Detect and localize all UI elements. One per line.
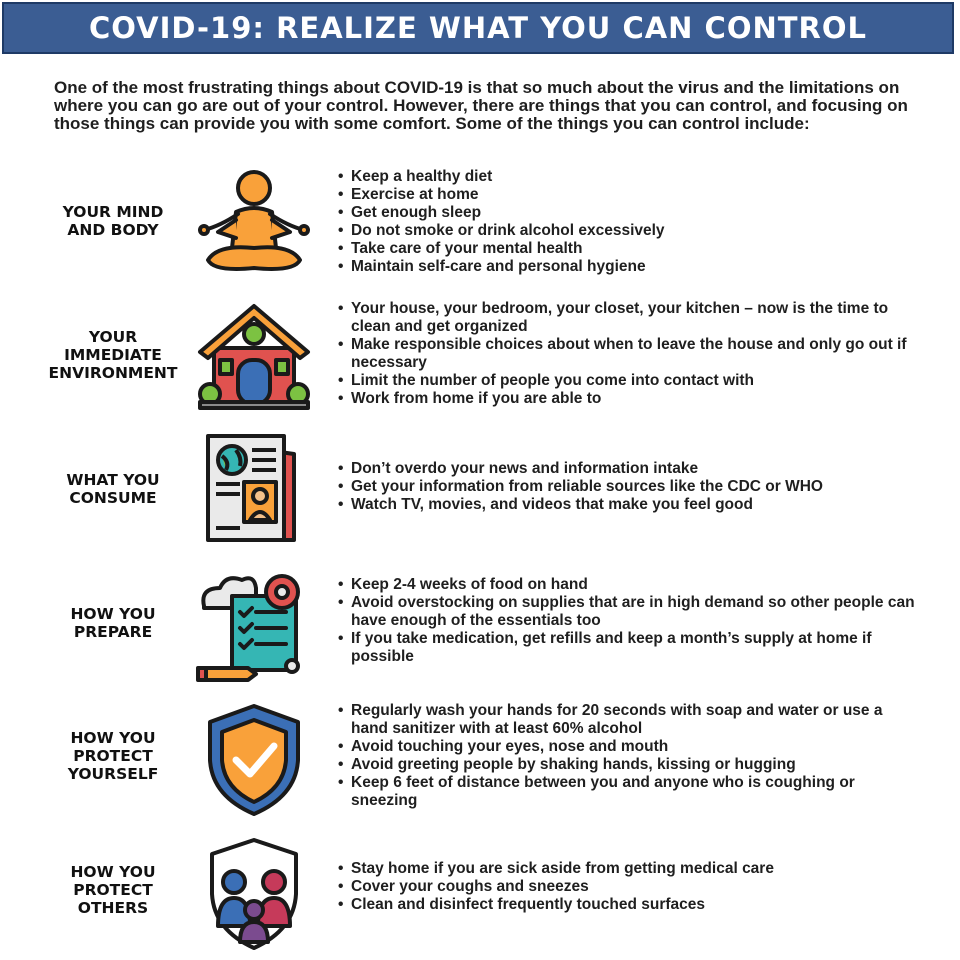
tips-list xyxy=(336,460,916,514)
shield-check-icon xyxy=(196,702,312,818)
family-shield-icon xyxy=(196,836,312,952)
list-item: • Get your information from reliable sources like the CDC or WHO xyxy=(336,478,916,496)
tips-list xyxy=(336,168,916,276)
list-item: • Maintain self-care and personal hygiene xyxy=(336,258,916,276)
list-item: • Take care of your mental health xyxy=(336,240,916,258)
section-consume xyxy=(0,430,960,550)
tips-list xyxy=(336,576,916,666)
meditation-icon xyxy=(196,164,312,280)
section-label: HOW YOU PREPARE xyxy=(70,605,156,641)
list-item: • Keep 6 feet of distance between you and anyone who is coughing or sneezing xyxy=(336,774,916,810)
list-item: • Work from home if you are able to xyxy=(336,390,916,408)
section-environment xyxy=(0,296,960,416)
list-item: • Do not smoke or drink alcohol excessively xyxy=(336,222,916,240)
list-item: • If you take medication, get refills and keep a month’s supply at home if possible xyxy=(336,630,916,666)
list-item: • Your house, your bedroom, your closet, your kitchen – now is the time to clean and get organized xyxy=(336,300,916,336)
section-label: YOUR IMMEDIATE ENVIRONMENT xyxy=(48,328,178,382)
section-protect-yourself xyxy=(0,700,960,820)
section-mind-body xyxy=(0,162,960,282)
intro-paragraph: One of the most frustrating things about COVID-19 is that so much about the virus and the limitations on where you can go are out of your control. However, there are things that you can control, and focusing on those things can provide you with some comfort. Some of the things you can control include: xyxy=(54,78,908,133)
list-item: • Regularly wash your hands for 20 seconds with soap and water or use a hand sanitizer with at least 60% alcohol xyxy=(336,702,916,738)
section-label: WHAT YOU CONSUME xyxy=(66,471,160,507)
tips-list xyxy=(336,702,916,810)
section-label: HOW YOU PROTECT YOURSELF xyxy=(67,729,159,783)
list-item: • Exercise at home xyxy=(336,186,916,204)
list-item: • Don’t overdo your news and information intake xyxy=(336,460,916,478)
tips-list xyxy=(336,300,916,408)
list-item: • Avoid overstocking on supplies that are in high demand so other people can have enough of the essentials too xyxy=(336,594,916,630)
planning-icon xyxy=(196,568,312,684)
section-label: YOUR MIND AND BODY xyxy=(62,203,164,239)
list-item: • Cover your coughs and sneezes xyxy=(336,878,916,896)
list-item: • Make responsible choices about when to leave the house and only go out if necessary xyxy=(336,336,916,372)
list-item: • Get enough sleep xyxy=(336,204,916,222)
newspaper-icon xyxy=(196,432,312,548)
list-item: • Stay home if you are sick aside from getting medical care xyxy=(336,860,916,878)
list-item: • Clean and disinfect frequently touched surfaces xyxy=(336,896,916,914)
section-protect-others xyxy=(0,834,960,954)
list-item: • Watch TV, movies, and videos that make you feel good xyxy=(336,496,916,514)
house-icon xyxy=(196,298,312,414)
list-item: • Keep 2-4 weeks of food on hand xyxy=(336,576,916,594)
list-item: • Avoid greeting people by shaking hands, kissing or hugging xyxy=(336,756,916,774)
section-prepare xyxy=(0,566,960,686)
page-title: COVID-19: REALIZE WHAT YOU CAN CONTROL xyxy=(88,11,867,45)
tips-list xyxy=(336,860,916,914)
title-banner xyxy=(2,2,954,54)
list-item: • Avoid touching your eyes, nose and mouth xyxy=(336,738,916,756)
list-item: • Limit the number of people you come into contact with xyxy=(336,372,916,390)
section-label: HOW YOU PROTECT OTHERS xyxy=(70,863,156,917)
list-item: • Keep a healthy diet xyxy=(336,168,916,186)
